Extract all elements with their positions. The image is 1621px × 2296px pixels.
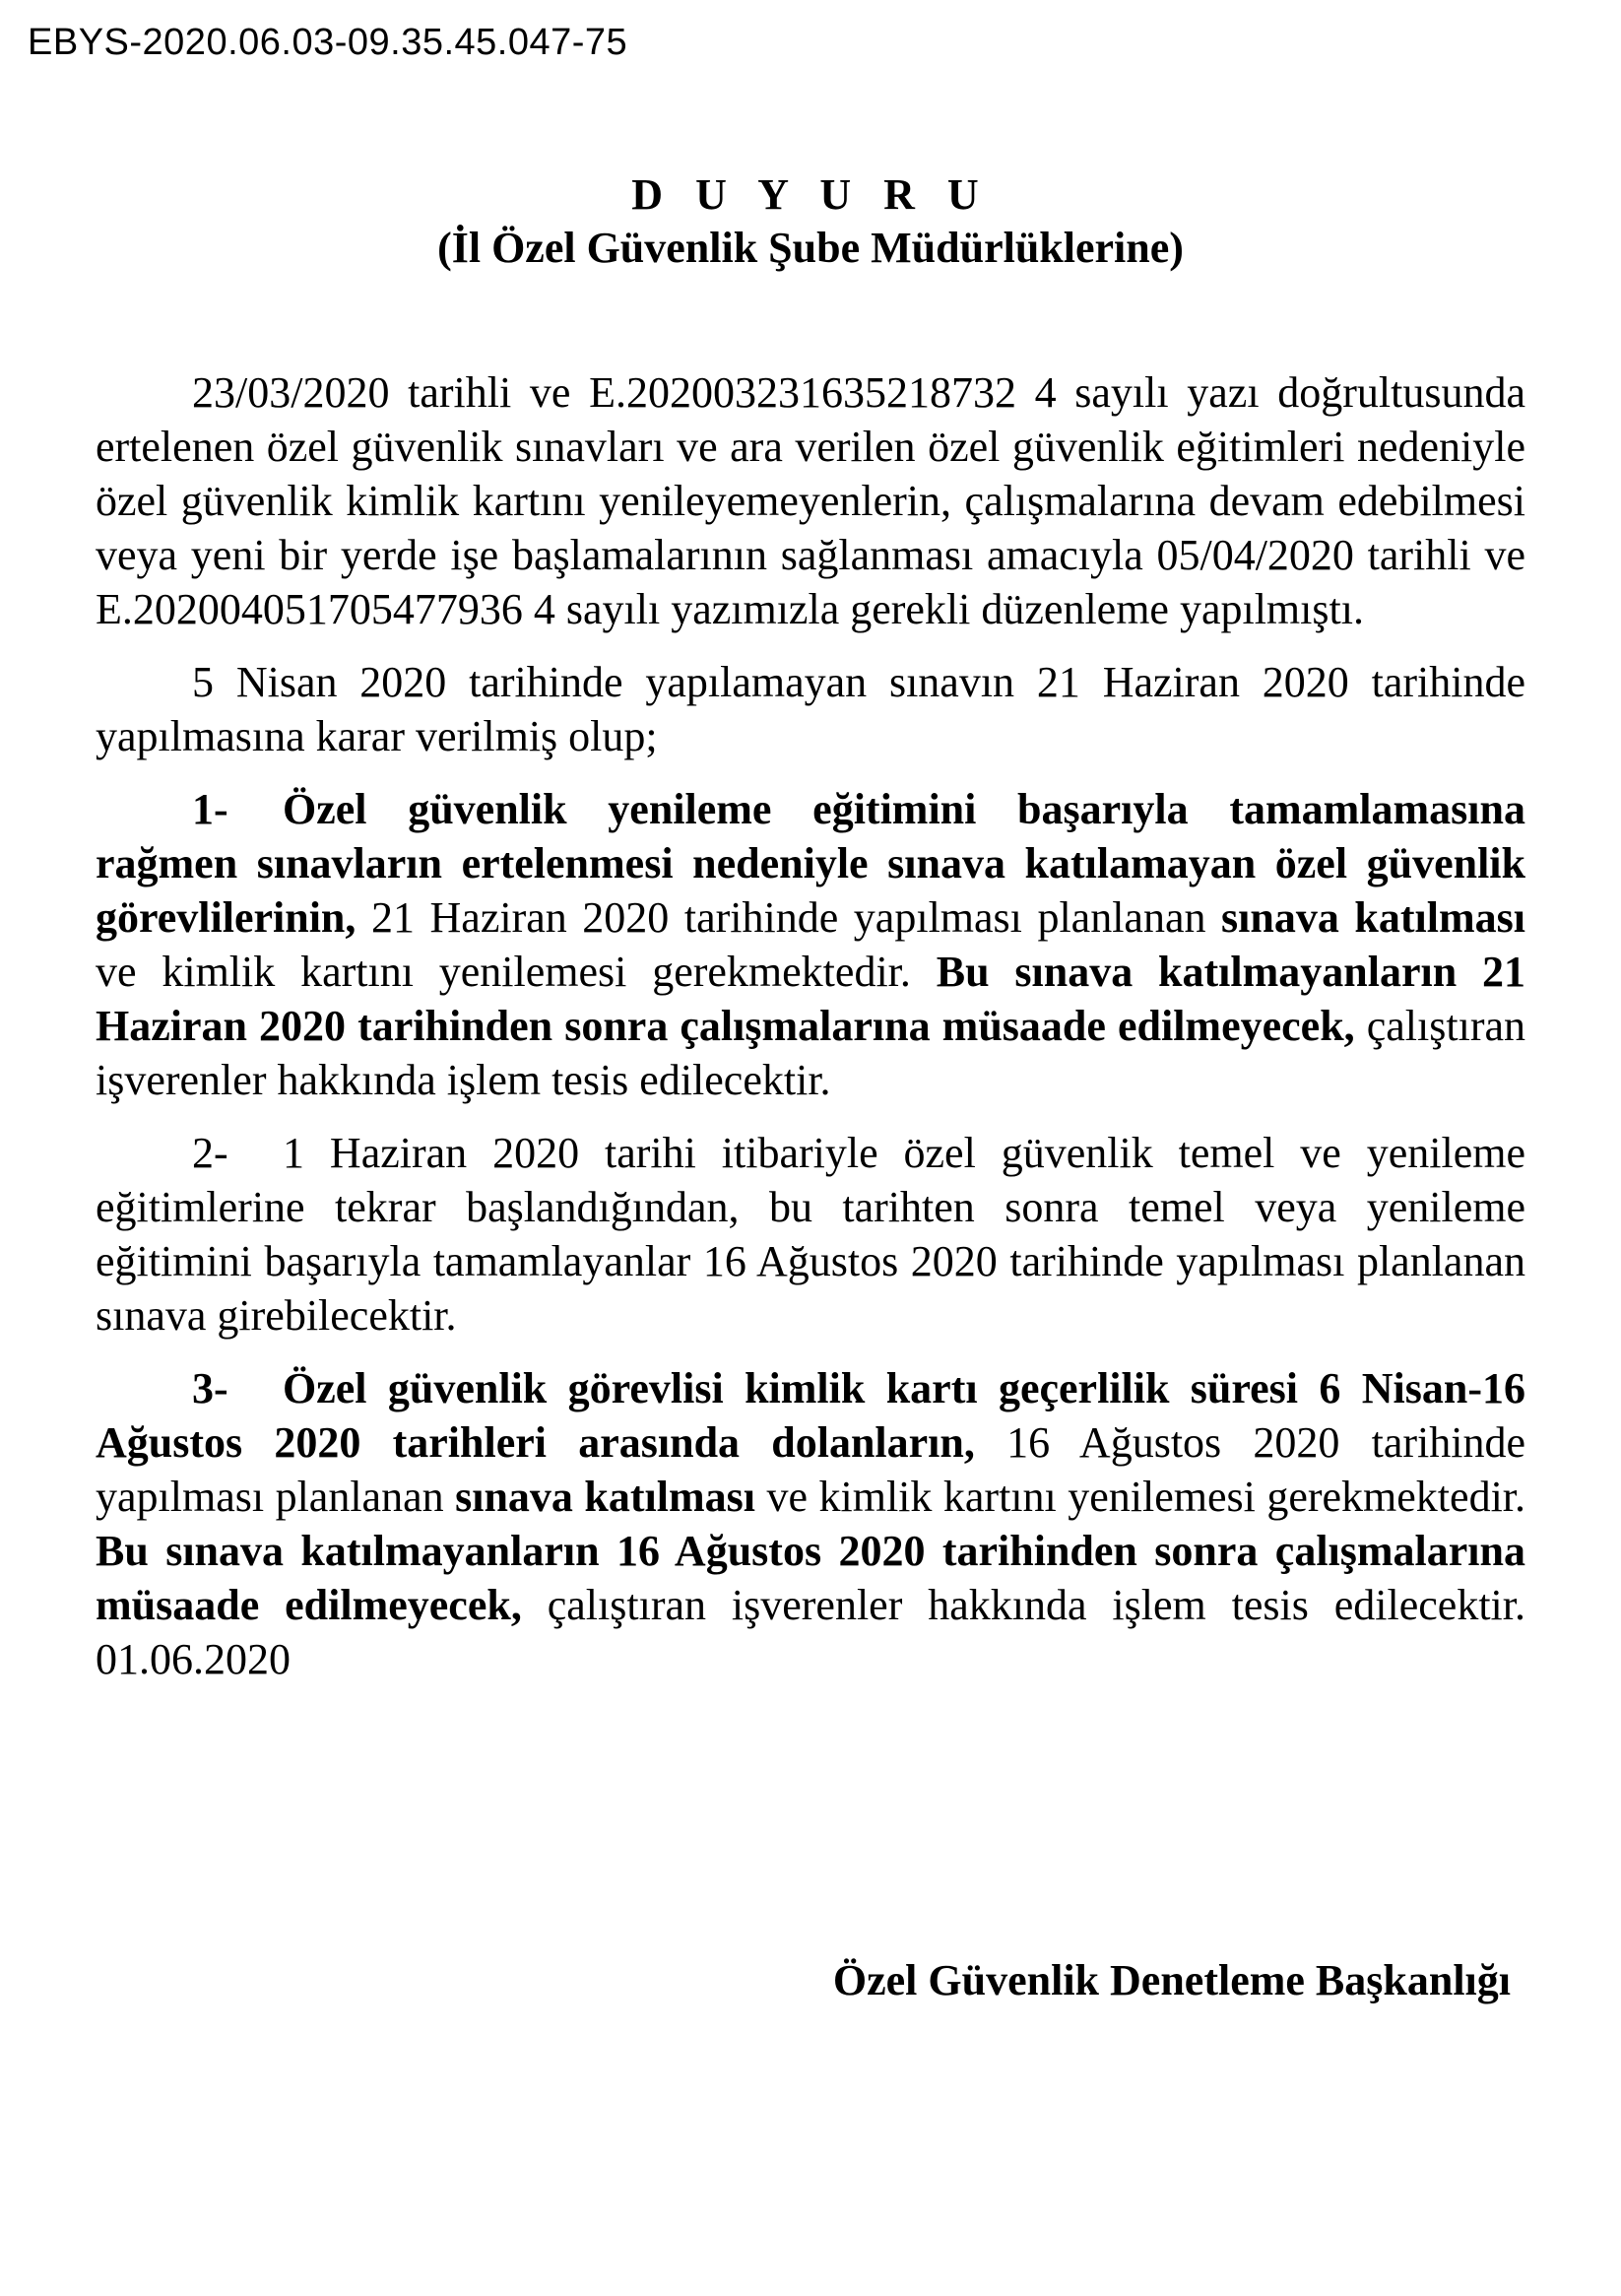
text-segment: çalıştıran işverenler hakkında işlem tesis edilecektir. — [96, 1002, 1525, 1104]
text-segment: çalıştıran işverenler hakkında işlem tesis edilecektir. 01.06.2020 — [96, 1581, 1526, 1683]
paragraph-number: 2- — [192, 1129, 228, 1177]
paragraph-number: 3- — [192, 1364, 228, 1412]
numbered-paragraph — [96, 1361, 1525, 1686]
text-segment: 5 Nisan 2020 tarihinde yapılamayan sınavın 21 Haziran 2020 tarihinde yapılmasına karar verilmiş olup; — [96, 658, 1525, 760]
text-segment: 23/03/2020 tarihli ve E.202003231635218732 4 sayılı yazı doğrultusunda ertelenen özel güvenlik sınavları ve ara verilen özel güvenlik eğitimleri nedeniyle özel güvenlik kimlik kartını yenileyemeyenlerin, çalışmalarına devam edebilmesi veya yeni bir yerde işe başlamalarının sağlanması amacıyla 05/04/2020 tarihli ve E.202004051705477936 4 sayılı yazımızla gerekli düzenleme yapılmıştı. — [96, 368, 1525, 633]
text-segment: ve kimlik kartını yenilemesi gerekmektedir. — [96, 948, 937, 996]
announcement-body — [96, 365, 1525, 1705]
bold-text: Özel güvenlik görevlisi kimlik kartı geçerlilik süresi 6 Nisan-16 Ağustos 2020 tarihleri arasında dolanların, — [96, 1364, 1525, 1467]
bold-text: sınava katılması — [455, 1473, 755, 1521]
paragraph — [96, 365, 1525, 636]
text-segment: ve kimlik kartını yenilemesi gerekmektedir. — [755, 1473, 1526, 1521]
bold-text: Bu sınava katılmayanların 21 Haziran 2020 tarihinden sonra çalışmalarına müsaade edilmeyecek, — [96, 948, 1526, 1050]
signature: Özel Güvenlik Denetleme Başkanlığı — [832, 1956, 1511, 2004]
bold-text: Özel güvenlik yenileme eğitimini başarıyla tamamlamasına rağmen sınavların ertelenmesi nedeniyle sınava katılamayan özel güvenlik görevlilerinin, — [96, 785, 1525, 942]
paragraph-number: 1- — [192, 785, 228, 833]
text-segment: 21 Haziran 2020 tarihinde yapılması planlanan — [356, 893, 1222, 942]
text-segment: 1 Haziran 2020 tarihi itibariyle özel güvenlik temel ve yenileme eğitimlerine tekrar başlandığından, bu tarihten sonra temel veya yenileme eğitimini başarıyla tamamlayanlar 16 Ağustos 2020 tarihinde yapılması planlanan sınava girebilecektir. — [96, 1129, 1525, 1340]
announcement-subtitle: (İl Özel Güvenlik Şube Müdürlüklerine) — [437, 224, 1184, 272]
numbered-paragraph — [96, 782, 1525, 1107]
bold-text: Bu sınava katılmayanların 16 Ağustos 2020 tarihinden sonra çalışmalarına müsaade edilmeyecek, — [96, 1527, 1525, 1629]
paragraph — [96, 655, 1525, 763]
numbered-paragraph — [96, 1126, 1525, 1343]
document-id: EBYS-2020.06.03-09.35.45.047-75 — [28, 22, 628, 63]
text-segment: 16 Ağustos 2020 tarihinde yapılması planlanan — [96, 1418, 1526, 1521]
announcement-title: D U Y U R U — [631, 170, 990, 219]
bold-text: sınava katılması — [1221, 893, 1525, 942]
